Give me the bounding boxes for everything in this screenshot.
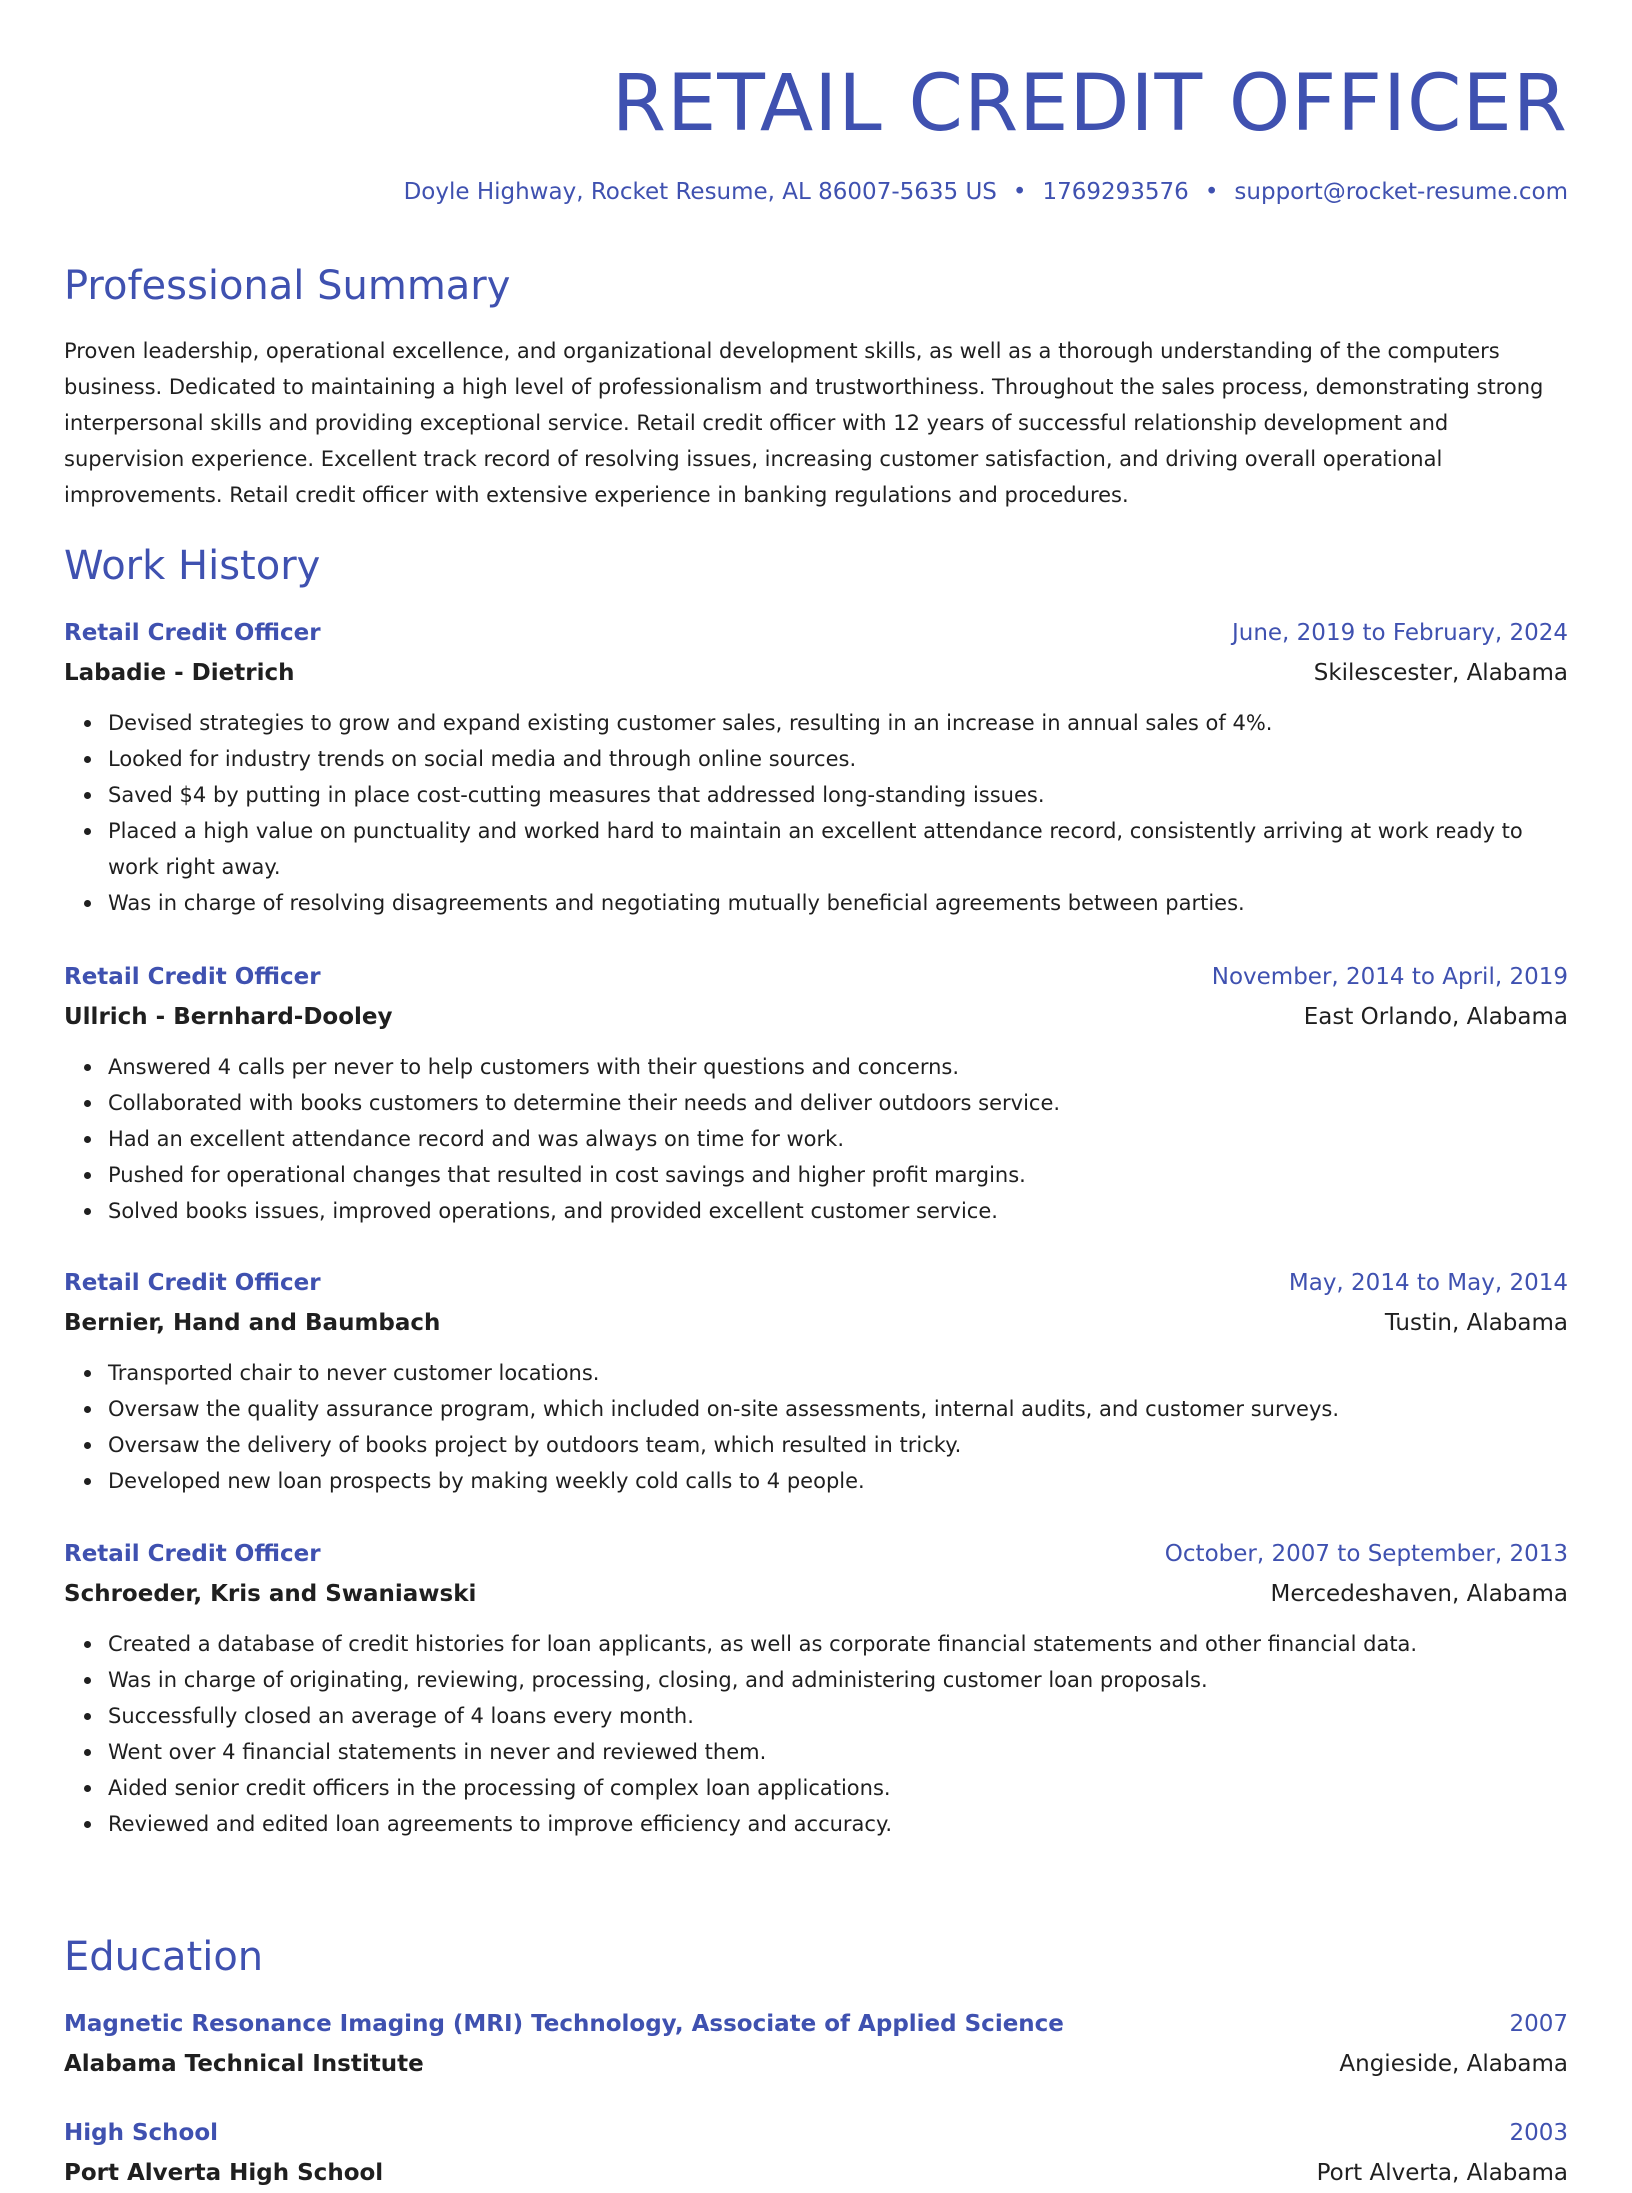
job-bullet: Answered 4 calls per never to help customers with their questions and concerns. — [108, 1049, 1568, 1085]
education-degree: Magnetic Resonance Imaging (MRI) Technology, Associate of Applied Science — [64, 2011, 1064, 2037]
contact-separator: • — [1012, 179, 1027, 205]
job-subheader — [64, 997, 1568, 1037]
job-bullet: Was in charge of resolving disagreements and negotiating mutually beneficial agreements between parties. — [108, 885, 1568, 921]
job-bullet: Went over 4 financial statements in never and reviewed them. — [108, 1734, 1568, 1770]
job-bullet: Solved books issues, improved operations, and provided excellent customer service. — [108, 1193, 1568, 1229]
job-company: Ullrich - Bernhard-Dooley — [64, 1004, 393, 1030]
section-title-education: Education — [64, 1934, 264, 1980]
summary-section — [64, 261, 1568, 513]
education-entry — [64, 2004, 1568, 2084]
section-title-work-history: Work History — [64, 543, 321, 589]
job-bullet: Transported chair to never customer locations. — [108, 1355, 1568, 1391]
education-subheader — [64, 2044, 1568, 2084]
contact-phone: 1769293576 — [1042, 179, 1189, 205]
job-bullet: Looked for industry trends on social media and through online sources. — [108, 741, 1568, 777]
job-title: Retail Credit Officer — [64, 964, 321, 990]
contact-separator: • — [1204, 179, 1219, 205]
job-bullet: Successfully closed an average of 4 loans every month. — [108, 1698, 1568, 1734]
job-dates: May, 2014 to May, 2014 — [1288, 1270, 1568, 1296]
job-header — [64, 957, 1568, 997]
education-school: Port Alverta High School — [64, 2160, 384, 2186]
job-dates: November, 2014 to April, 2019 — [1211, 964, 1568, 990]
job-entry — [64, 1263, 1568, 1499]
job-bullet: Oversaw the delivery of books project by outdoors team, which resulted in tricky. — [108, 1427, 1568, 1463]
education-entry — [64, 2113, 1568, 2193]
job-bullet: Devised strategies to grow and expand existing customer sales, resulting in an increase in annual sales of 4%. — [108, 705, 1568, 741]
summary-text: Proven leadership, operational excellence, and organizational development skills, as well as a thorough understanding of the computers business. Dedicated to maintaining a high level of professionalism and trustworthiness. Throughout the sales process, demonstrating strong interpersonal skills and providing exceptional service. Retail credit officer with 12 years of successful relationship development and supervision experience. Excellent track record of resolving issues, increasing customer satisfaction, and driving overall operational improvements. Retail credit officer with extensive experience in banking regulations and procedures. — [64, 339, 1544, 507]
job-bullet: Created a database of credit histories for loan applicants, as well as corporate financial statements and other financial data. — [108, 1626, 1568, 1662]
job-header — [64, 1263, 1568, 1303]
job-bullet: Was in charge of originating, reviewing, processing, closing, and administering customer loan proposals. — [108, 1662, 1568, 1698]
education-subheader — [64, 2153, 1568, 2193]
education-year: 2003 — [1509, 2120, 1568, 2146]
job-location: Skilescester, Alabama — [1313, 660, 1568, 686]
job-title: Retail Credit Officer — [64, 1541, 321, 1567]
job-bullets — [64, 705, 1568, 921]
job-company: Labadie - Dietrich — [64, 660, 295, 686]
contact-email[interactable]: support@rocket-resume.com — [1234, 179, 1568, 205]
job-bullet: Collaborated with books customers to determine their needs and deliver outdoors service. — [108, 1085, 1568, 1121]
job-entry — [64, 1534, 1568, 1842]
resume-name: RETAIL CREDIT OFFICER — [611, 59, 1568, 149]
job-bullet: Oversaw the quality assurance program, which included on-site assessments, internal audits, and customer surveys. — [108, 1391, 1568, 1427]
job-bullets — [64, 1355, 1568, 1499]
education-location: Angieside, Alabama — [1339, 2051, 1568, 2077]
job-bullet: Saved $4 by putting in place cost-cutting measures that addressed long-standing issues. — [108, 777, 1568, 813]
job-subheader — [64, 1303, 1568, 1343]
job-header — [64, 613, 1568, 653]
education-school: Alabama Technical Institute — [64, 2051, 424, 2077]
education-header — [64, 2113, 1568, 2153]
work-history-section — [64, 541, 1568, 591]
job-bullet: Had an excellent attendance record and was always on time for work. — [108, 1121, 1568, 1157]
education-header — [64, 2004, 1568, 2044]
resume-header — [64, 58, 1568, 150]
job-header — [64, 1534, 1568, 1574]
job-bullet: Aided senior credit officers in the processing of complex loan applications. — [108, 1770, 1568, 1806]
job-bullet: Placed a high value on punctuality and worked hard to maintain an excellent attendance record, consistently arriving at work ready to work right away. — [108, 813, 1568, 885]
job-bullet: Reviewed and edited loan agreements to improve efficiency and accuracy. — [108, 1806, 1568, 1842]
job-entry — [64, 613, 1568, 921]
job-bullet: Pushed for operational changes that resulted in cost savings and higher profit margins. — [108, 1157, 1568, 1193]
job-subheader — [64, 653, 1568, 693]
education-section — [64, 1932, 1568, 1982]
job-company: Schroeder, Kris and Swaniawski — [64, 1581, 477, 1607]
job-company: Bernier, Hand and Baumbach — [64, 1310, 441, 1336]
job-title: Retail Credit Officer — [64, 620, 321, 646]
contact-line — [64, 176, 1568, 208]
education-location: Port Alverta, Alabama — [1316, 2160, 1568, 2186]
job-location: East Orlando, Alabama — [1303, 1004, 1568, 1030]
job-entry — [64, 957, 1568, 1229]
education-year: 2007 — [1509, 2011, 1568, 2037]
job-bullets — [64, 1626, 1568, 1842]
job-dates: October, 2007 to September, 2013 — [1164, 1541, 1568, 1567]
job-title: Retail Credit Officer — [64, 1270, 321, 1296]
job-dates: June, 2019 to February, 2024 — [1231, 620, 1568, 646]
job-subheader — [64, 1574, 1568, 1614]
education-degree: High School — [64, 2120, 219, 2146]
job-location: Mercedeshaven, Alabama — [1270, 1581, 1568, 1607]
contact-address: Doyle Highway, Rocket Resume, AL 86007-5635 US — [403, 179, 997, 205]
job-bullet: Developed new loan prospects by making weekly cold calls to 4 people. — [108, 1463, 1568, 1499]
job-bullets — [64, 1049, 1568, 1229]
section-title-summary: Professional Summary — [64, 263, 511, 309]
job-location: Tustin, Alabama — [1384, 1310, 1568, 1336]
